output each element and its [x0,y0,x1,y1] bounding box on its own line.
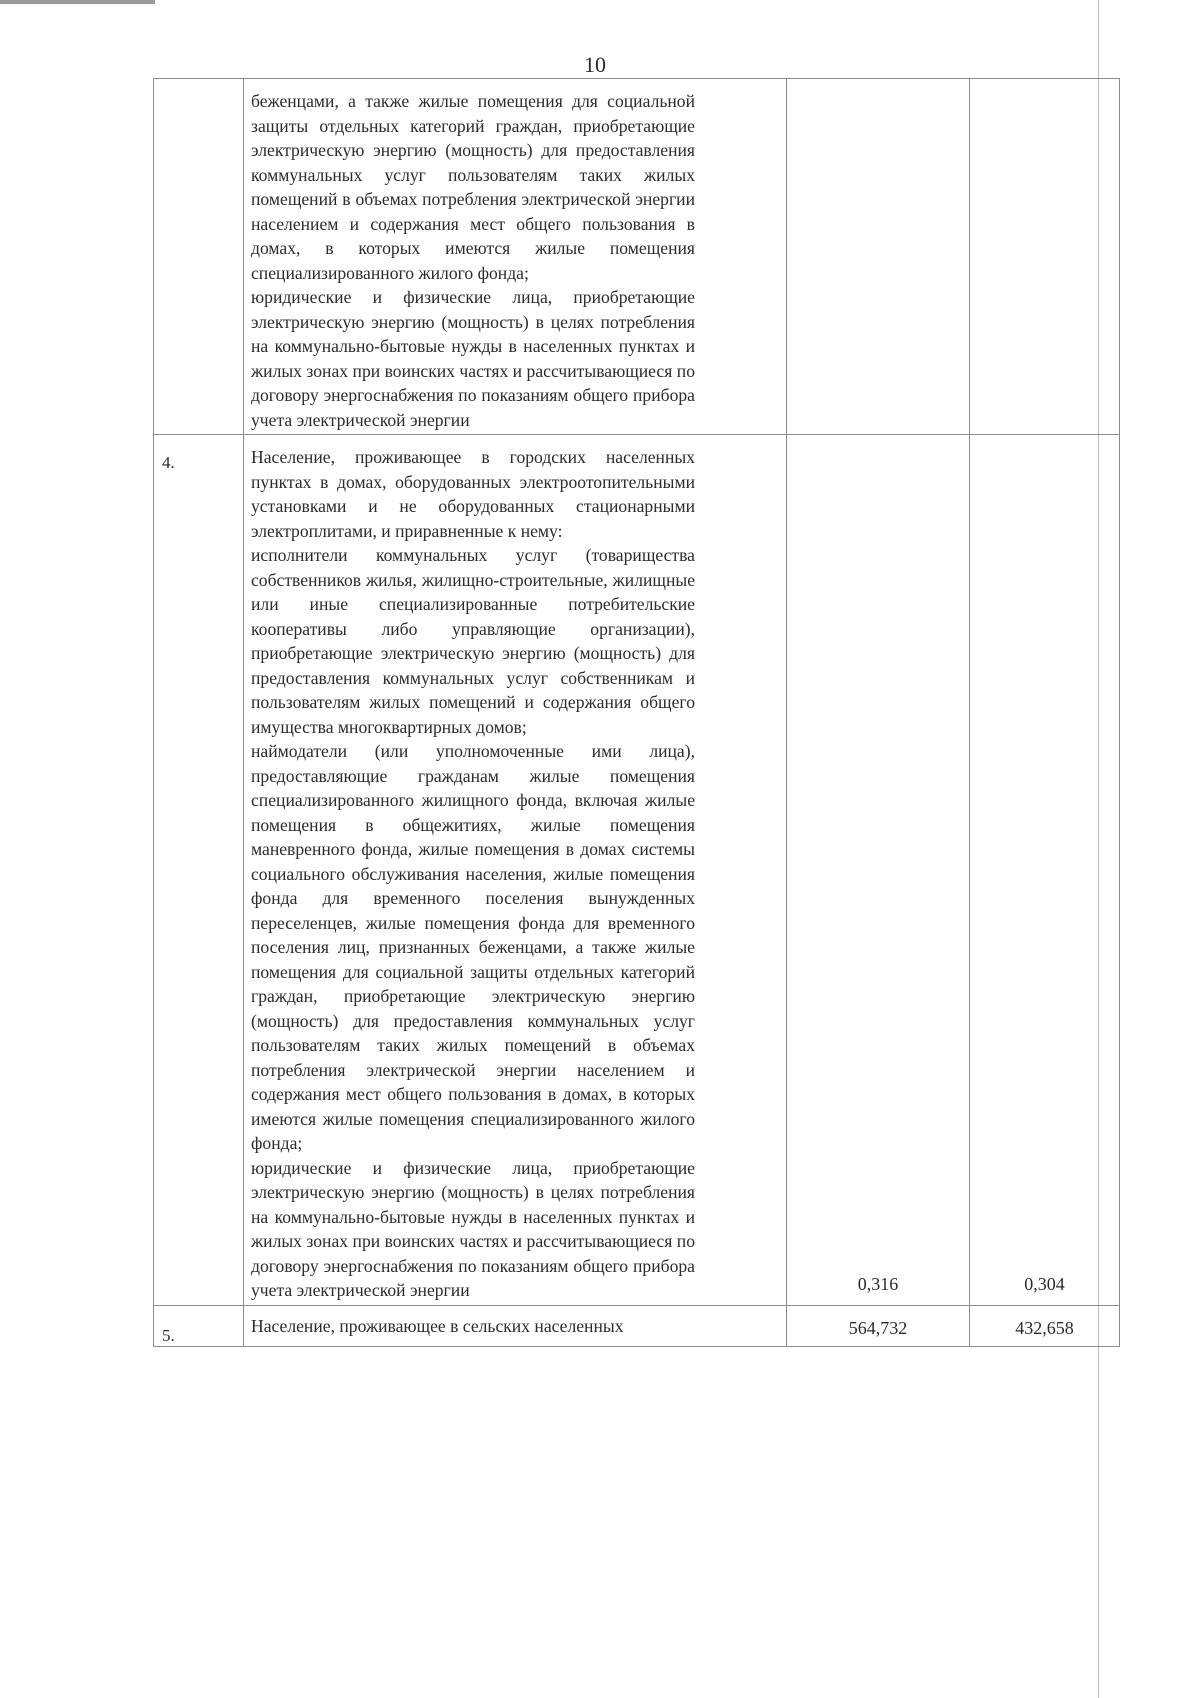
description-paragraph: юридические и физические лица, приобретающие электрическую энергию (мощность) в целях потребления на коммунально-бытовые нужды в населенных пунктах и жилых зонах при воинских частях и рассчитывающиеся по договору энергоснабжения по показаниям общего прибора учета электрической энергии [251,287,695,430]
description-paragraph: исполнители коммунальных услуг (товарищества собственников жилья, жилищно-строительные, жилищные или иные специализированные потребительские кооперативы либо управляющие организации), приобретающие электрическую энергию (мощность) для предоставления коммунальных услуг собственникам и пользователям жилых помещений и содержания общего имущества многоквартирных домов; [251,545,695,737]
description-cell [244,1305,787,1346]
description-cell [244,435,787,1306]
description-paragraph: Население, проживающее в городских населенных пунктах в домах, оборудованных электроотопительными установками и не оборудованных стационарными электроплитами, и приравненные к нему: [251,447,695,541]
value-cell-2 [970,79,1120,435]
value-cell-1 [787,435,970,1306]
value-2: 432,658 [1015,1317,1074,1338]
description-cell [244,79,787,435]
description-paragraph: беженцами, а также жилые помещения для социальной защиты отдельных категорий граждан, приобретающие электрическую энергию (мощность) для предоставления коммунальных услуг пользователям таких жилых помещений в объемах потребления электрической энергии населением и содержания мест общего пользования в домах, в которых имеются жилые помещения специализированного жилого фонда; [251,91,695,283]
row-number: 4. [162,453,175,472]
value-2: 0,304 [1024,1273,1065,1294]
description-paragraph: юридические и физические лица, приобретающие электрическую энергию (мощность) в целях потребления на коммунально-бытовые нужды в населенных пунктах и жилых зонах при воинских частях и рассчитывающиеся по договору энергоснабжения по показаниям общего прибора учета электрической энергии [251,1157,695,1300]
table-row [154,1305,1120,1346]
value-1: 564,732 [848,1317,908,1338]
value-cell-1 [787,1305,970,1346]
row-number: 5. [162,1325,175,1345]
value-cell-2 [970,1305,1120,1346]
description-paragraph: наймодатели (или уполномоченные ими лица), предоставляющие гражданам жилые помещения специализированного жилищного фонда, включая жилые помещения в общежитиях, жилые помещения маневренного фонда, жилые помещения в домах системы социального обслуживания населения, жилые помещения фонда для временного поселения вынужденных переселенцев, жилые помещения фонда для временного поселения лиц, признанных беженцами, а также жилые помещения для социальной защиты отдельных категорий граждан, приобретающие электрическую энергию (мощность) для предоставления коммунальных услуг пользователям таких жилых помещений в объемах потребления электрической энергии населением и содержания мест общего пользования в домах, в которых имеются жилые помещения специализированного жилого фонда; [251,741,695,1153]
table-row [154,79,1120,435]
value-1: 0,316 [857,1273,899,1294]
value-cell-1 [787,79,970,435]
table-row [154,435,1120,1306]
scan-artifact [0,0,155,4]
tariff-table [153,78,1120,1347]
value-cell-2 [970,435,1120,1306]
page-number: 10 [584,52,606,77]
description-paragraph: Население, проживающее в сельских населенных [251,1315,624,1336]
